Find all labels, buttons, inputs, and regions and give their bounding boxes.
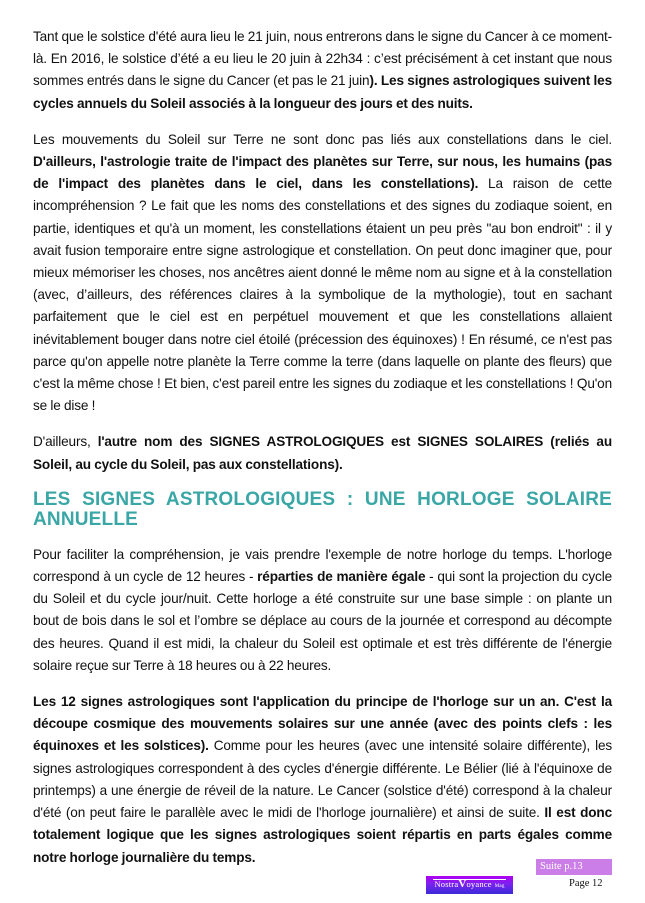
nostra-voyance-logo[interactable] bbox=[426, 876, 513, 894]
paragraph-constellations bbox=[33, 129, 612, 418]
section-title-line2: ANNUELLE bbox=[33, 508, 139, 530]
continue-page-link[interactable]: Suite p.13 bbox=[536, 859, 612, 875]
paragraph-bold-text: l'autre nom des SIGNES ASTROLOGIQUES est SIGNES SOLAIRES (reliés au Soleil, au cycle du Soleil, pas aux constellations). bbox=[33, 434, 612, 472]
paragraph-bold-text: réparties de manière égale bbox=[257, 569, 426, 585]
paragraph-bold-text: ). Les signes astrologiques suivent les cycles annuels du Soleil associés à la longueur des jours et des nuits. bbox=[33, 73, 612, 111]
paragraph-text: Tant que le solstice d'été aura lieu le 21 juin, nous entrerons dans le signe du Cancer à ce moment-là. En 2016, le solstice d’été a eu lieu le 20 juin à 22h34 : c’est précisément à cet instant que nous sommes entrés dans le signe du Cancer (et pas le 21 juin bbox=[33, 29, 612, 89]
logo-text-v: V bbox=[458, 878, 467, 890]
magazine-page bbox=[33, 26, 612, 883]
paragraph-12-signes bbox=[33, 691, 612, 869]
logo-text-mag: Mag bbox=[494, 884, 505, 889]
section-title bbox=[33, 490, 612, 530]
paragraph-text: Les mouvements du Soleil sur Terre ne sont donc pas liés aux constellations dans le ciel. bbox=[33, 131, 612, 147]
page-number: Page 12 bbox=[569, 878, 603, 889]
paragraph-signes-solaires bbox=[33, 431, 612, 475]
section-title-line1: LES SIGNES ASTROLOGIQUES : UNE HORLOGE SOLAIRE bbox=[33, 488, 612, 510]
paragraph-bold-text: Il est donc totalement logique que les signes astrologiques soient répartis en parts égales comme notre horloge journalière du temps. bbox=[33, 805, 612, 865]
logo-text bbox=[433, 879, 505, 891]
logo-text-oyance: oyance bbox=[466, 879, 492, 889]
paragraph-text: - qui sont la projection du cycle du Soleil et du cycle jour/nuit. Cette horloge a été construite sur une base simple : on plante un bout de bois dans le sol et l’ombre se déplace au cours de la journée et correspond au décompte des heures. Quand il est midi, la chaleur du Soleil est optimale et est très différente de l'énergie solaire reçue sur Terre à 18 heures ou à 22 heures. bbox=[33, 569, 612, 673]
logo-text-nostra: Nostra bbox=[434, 879, 459, 889]
paragraph-bold-text: Les 12 signes astrologiques sont l'application du principe de l'horloge sur un an. C'est la découpe cosmique des mouvements solaires sur une année (avec des points clefs : les équinoxes et les solstices). bbox=[33, 694, 612, 754]
paragraph-solstice bbox=[33, 26, 612, 115]
paragraph-bold-text: D'ailleurs, l'astrologie traite de l'impact des planètes sur Terre, sur nous, les humains (pas de l'impact des planètes dans le ciel, dans les constellations). bbox=[33, 154, 612, 192]
paragraph-text: Comme pour les heures (avec une intensité solaire différente), les signes astrologiques correspondent à des cycles d'énergie différente. Le Bélier (lié à l'équinoxe de printemps) a une énergie de réveil de la nature. Le Cancer (solstice d'été) correspond à la chaleur d'été (on peut faire le parallèle avec le midi de l'horloge journalière) et ainsi de suite. bbox=[33, 738, 612, 821]
paragraph-horloge bbox=[33, 544, 612, 677]
paragraph-text: La raison de cette incompréhension ? Le fait que les noms des constellations et des signes du zodiaque soient, en partie, identiques et qu'à un moment, les constellations étaient un peu près "au bon endroit" : il y avait fusion temporaire entre signe astrologique et constellation. On peut donc imaginer que, pour mieux mémoriser les choses, nos ancêtres aient donné le même nom au signe et à la constellation (avec, d’ailleurs, des références claires à la symbolique de la mythologie), tout en sachant parfaitement que le ciel est en perpétuel mouvement et que les constellations allaient inévitablement bouger dans notre ciel étoilé (précession des équinoxes) ! En résumé, ce n'est pas parce qu'on appelle notre planète la Terre comme la terre (dans laquelle on plante des fleurs) que c'est la même chose ! Et bien, c'est pareil entre les signes du zodiaque et les constellations ! Qu'on se le dise ! bbox=[33, 176, 612, 414]
paragraph-text: Pour faciliter la compréhension, je vais prendre l'exemple de notre horloge du temps. L'horloge correspond à un cycle de 12 heures - bbox=[33, 546, 612, 585]
paragraph-text: D'ailleurs, bbox=[33, 434, 98, 450]
